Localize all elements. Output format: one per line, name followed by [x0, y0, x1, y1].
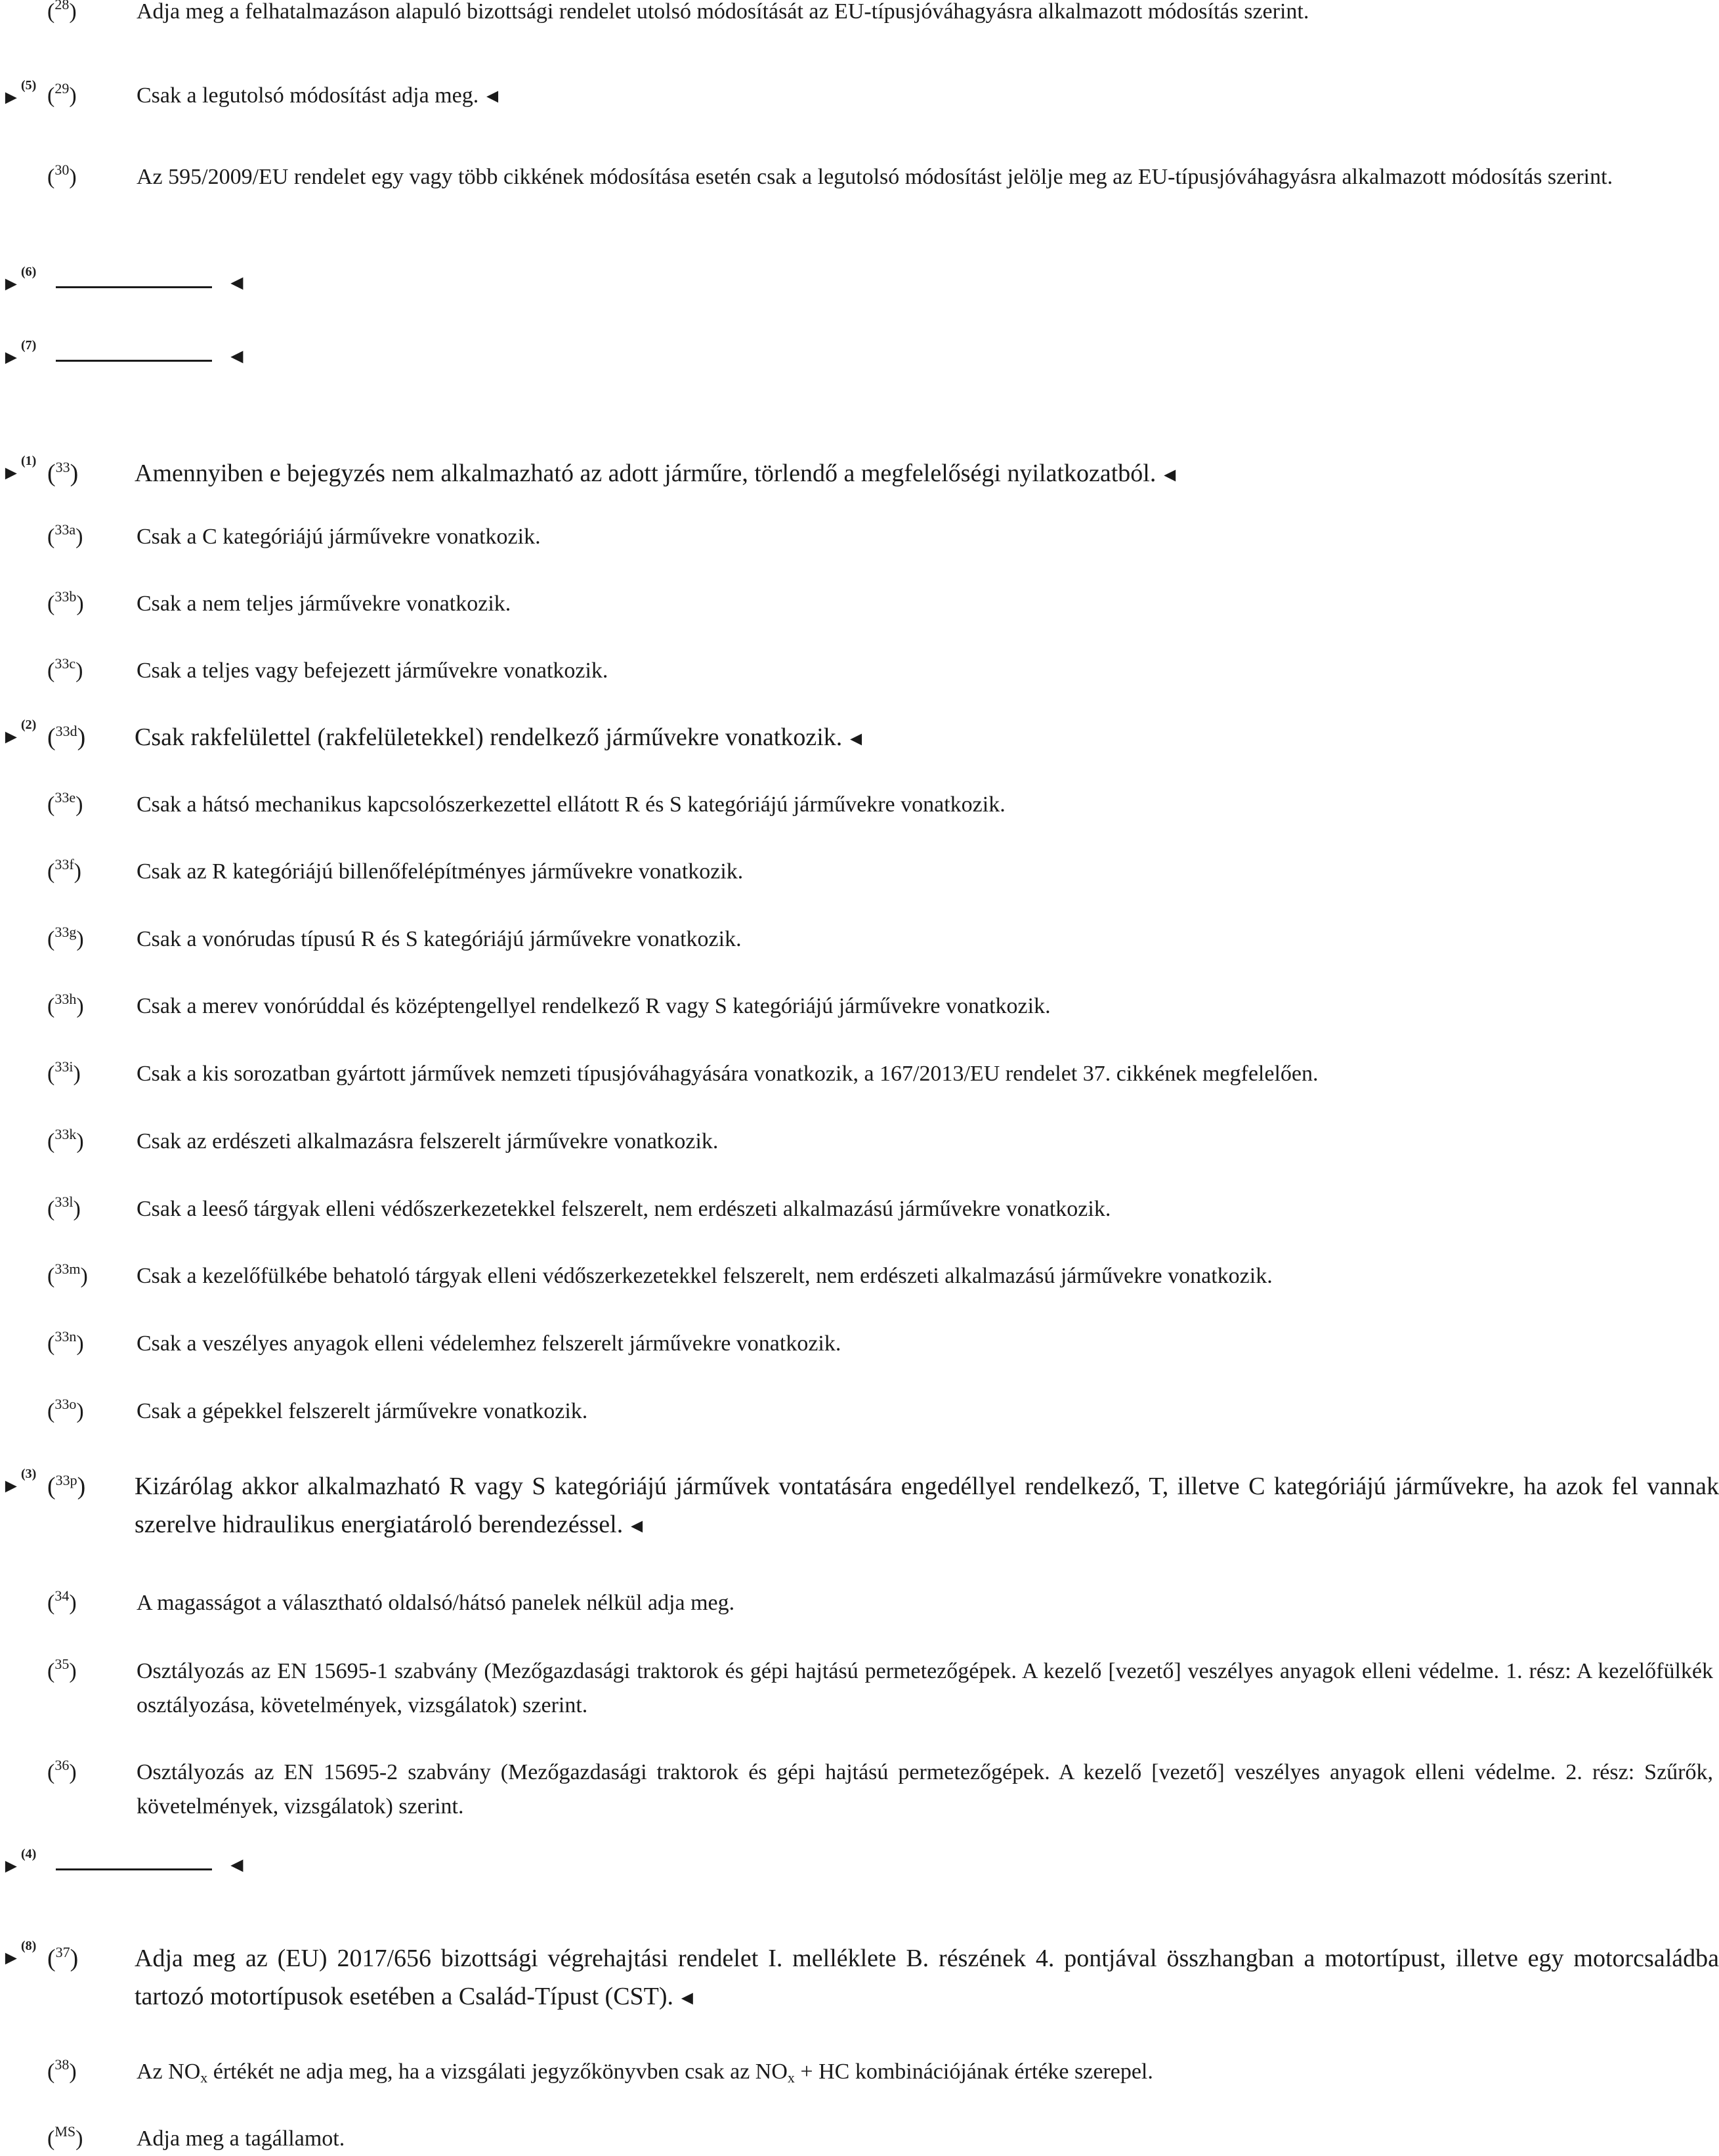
footnote-text: Adja meg az (EU) 2017/656 bizottsági végrehajtási rendelet I. melléklete B. részének 4. pontjával összhangban a motortípust, illetve egy motorcsaládba tartozó motortípusok esetében a Család-Típust (CST). ◄ — [135, 1945, 1719, 2010]
amendment-number: (7) — [21, 338, 37, 353]
footnote-number: ($^{34}$) — [47, 1587, 77, 1615]
footnote-text: Csak a kezelőfülkébe behatoló tárgyak elleni védőszerkezetekkel felszerelt, nem erdészeti alkalmazású járművekre vonatkozik. — [137, 1264, 1273, 1288]
footnote-number: ($^{33c}$) — [47, 655, 83, 683]
footnote-text: Csak az R kategóriájú billenőfelépítményes járművekre vonatkozik. — [137, 859, 744, 884]
amendment-number: (4) — [21, 1847, 37, 1861]
footnote-text: Osztályozás az EN 15695-2 szabvány (Mezőgazdasági traktorok és gépi hajtású permetezőgépek. A kezelő [vezető] veszélyes anyagok elleni védelme. 2. rész: Szűrők, követelmények, vizsgálatok) szerint. — [137, 1760, 1713, 1819]
footnote-text: Osztályozás az EN 15695-1 szabvány (Mezőgazdasági traktorok és gépi hajtású permetezőgépek. A kezelő [vezető] veszélyes anyagok elleni védelme. 1. rész: A kezelőfülkék osztályozása, követelmények, vizsgálatok) szerint. — [137, 1659, 1713, 1717]
deleted-text-separator-7 — [0, 339, 1719, 373]
footnote-number: ($^{37}$) — [47, 1944, 79, 1972]
footnote-number: ($^{33i}$) — [47, 1058, 81, 1086]
amendment-start-icon: ► — [1, 1947, 21, 1969]
footnote-number: ($^{33k}$) — [47, 1126, 84, 1153]
footnote-text: Az $NO_x$ értékét ne adja meg, ha a vizsgálati jegyzőkönyvben csak az $NO_x$ + HC kombinációjának értéke szerepel. — [137, 2059, 1153, 2086]
amendment-end-icon: ◄ — [482, 85, 502, 107]
footnote-number: ($^{38}$) — [47, 2056, 77, 2084]
deleted-text-separator-6 — [0, 265, 1719, 299]
footnote-number: ($^{28}$) — [47, 0, 77, 24]
footnote-number: ($^{33p}$) — [47, 1472, 86, 1500]
footnote-text: Csak a gépekkel felszerelt járművekre vonatkozik. — [137, 1399, 588, 1423]
footnote-text: Csak a veszélyes anyagok elleni védelemhez felszerelt járművekre vonatkozik. — [137, 1331, 841, 1356]
footnote-text: Csak a legutolsó módosítást adja meg. ◄ — [137, 83, 502, 108]
footnote-number: ($^{33h}$) — [47, 991, 84, 1018]
footnote-number: ($^{30}$) — [47, 162, 77, 189]
footnote-text: Csak rakfelülettel (rakfelületekkel) rendelkező járművekre vonatkozik. ◄ — [135, 723, 866, 751]
footnote-text: Adja meg a tagállamot. — [137, 2126, 345, 2151]
amendment-number: (6) — [21, 265, 37, 279]
amendment-start-icon: ► — [1, 273, 21, 295]
footnote-number: ($^{33a}$) — [47, 521, 83, 549]
amendment-end-icon: ◄ — [846, 728, 866, 750]
amendment-start-icon: ► — [1, 726, 21, 748]
amendment-end-icon: ◄ — [677, 1987, 697, 2009]
footnote-text: Csak a kis sorozatban gyártott járművek nemzeti típusjóváhagyására vonatkozik, a 167/2013/EU rendelet 37. cikkének megfelelően. — [137, 1062, 1319, 1086]
separator-rule — [56, 360, 212, 362]
amendment-number: (2) — [21, 718, 37, 732]
footnote-text: A magasságot a választható oldalsó/hátsó panelek nélkül adja meg. — [137, 1591, 735, 1615]
amendment-start-icon: ► — [1, 347, 21, 368]
footnote-text: Kizárólag akkor alkalmazható R vagy S kategóriájú járművek vontatására engedéllyel rendelkező, T, illetve C kategóriájú járművekre, ha azok fel vannak szerelve hidraulikus energiatároló berendezéssel. ◄ — [135, 1473, 1719, 1538]
footnote-text: Az 595/2009/EU rendelet egy vagy több cikkének módosítása esetén csak a legutolsó módosítást jelölje meg az EU-típusjóváhagyásra alkalmazott módosítás szerint. — [137, 165, 1613, 189]
footnote-text: Csak a hátsó mechanikus kapcsolószerkezettel ellátott R és S kategóriájú járművekre vonatkozik. — [137, 792, 1006, 817]
footnote-number: ($^{33d}$) — [47, 723, 86, 751]
footnote-number: ($^{33m}$) — [47, 1261, 88, 1288]
separator-rule — [56, 286, 212, 288]
amendment-end-icon: ◄ — [627, 1515, 647, 1537]
footnote-number: ($^{33o}$) — [47, 1396, 84, 1423]
amendment-end-icon: ◄ — [226, 270, 247, 294]
footnote-text: Csak a vonórudas típusú R és S kategóriájú járművekre vonatkozik. — [137, 927, 742, 951]
amendment-start-icon: ► — [1, 1855, 21, 1877]
amendment-number: (3) — [21, 1467, 37, 1481]
footnote-number: ($^{33g}$) — [47, 924, 84, 951]
footnote-text: Amennyiben e bejegyzés nem alkalmazható az adott járműre, törlendő a megfelelőségi nyilatkozatból. ◄ — [135, 460, 1180, 487]
footnote-text: Csak a leeső tárgyak elleni védőszerkezetekkel felszerelt, nem erdészeti alkalmazású járművekre vonatkozik. — [137, 1197, 1111, 1221]
footnote-number: ($^{33}$) — [47, 459, 79, 487]
amendment-start-icon: ► — [1, 87, 21, 108]
footnote-text: Csak a merev vonórúddal és középtengellyel rendelkező R vagy S kategóriájú járművekre vonatkozik. — [137, 994, 1051, 1018]
footnote-text: Csak a teljes vagy befejezett járművekre vonatkozik. — [137, 658, 608, 683]
footnote-number: ($^{33n}$) — [47, 1328, 84, 1356]
amendment-end-icon: ◄ — [1160, 464, 1180, 486]
footnote-number: ($^{33f}$) — [47, 856, 81, 884]
amendment-number: (1) — [21, 454, 37, 468]
footnote-number: ($^{MS}$) — [47, 2123, 83, 2151]
separator-rule — [56, 1868, 212, 1870]
amendment-end-icon: ◄ — [226, 344, 247, 368]
footnote-text: Csak az erdészeti alkalmazásra felszerelt járművekre vonatkozik. — [137, 1129, 719, 1153]
amendment-number: (8) — [21, 1939, 37, 1953]
amendment-start-icon: ► — [1, 1475, 21, 1497]
amendment-end-icon: ◄ — [226, 1853, 247, 1876]
footnote-text: Adja meg a felhatalmazáson alapuló bizottsági rendelet utolsó módosítását az EU-típusjóváhagyásra alkalmazott módosítás szerint. — [137, 0, 1309, 24]
amendment-start-icon: ► — [1, 462, 21, 484]
footnote-text: Csak a C kategóriájú járművekre vonatkozik. — [137, 525, 541, 549]
footnote-number: ($^{29}$) — [47, 80, 77, 108]
amendment-number: (5) — [21, 78, 37, 93]
footnote-number: ($^{33l}$) — [47, 1194, 81, 1221]
footnote-number: ($^{33b}$) — [47, 588, 84, 616]
footnote-number: ($^{33e}$) — [47, 789, 83, 817]
deleted-text-separator-4 — [0, 1847, 1719, 1882]
footnote-text: Csak a nem teljes járművekre vonatkozik. — [137, 592, 511, 616]
footnote-number: ($^{35}$) — [47, 1656, 77, 1683]
footnote-number: ($^{36}$) — [47, 1757, 77, 1784]
